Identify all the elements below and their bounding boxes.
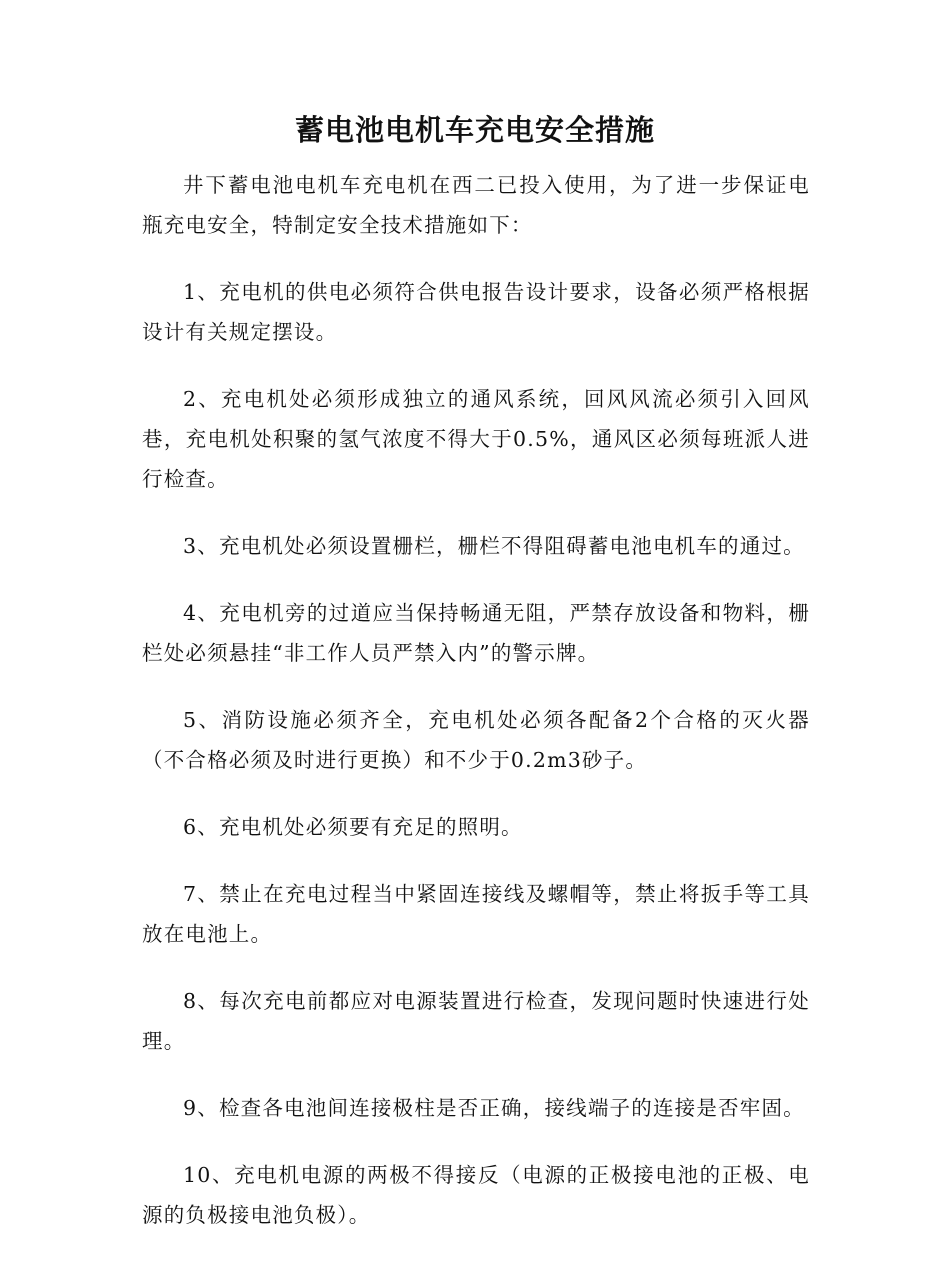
- measure-item-3: 3、充电机处必须设置栅栏，栅栏不得阻碍蓄电池电机车的通过。: [183, 534, 805, 558]
- measure-item-1: 1、充电机的供电必须符合供电报告设计要求，设备必须严格根据设计有关规定摆设。: [142, 280, 810, 344]
- measure-item-4: 4、充电机旁的过道应当保持畅通无阻，严禁存放设备和物料，栅栏处必须悬挂“非工作人员严禁入内”的警示牌。: [142, 601, 810, 665]
- measure-item-5: 5、消防设施必须齐全，充电机处必须各配备2个合格的灭火器（不合格必须及时进行更换）和不少于0.2m3砂子。: [142, 708, 810, 772]
- measure-item-2: 2、充电机处必须形成独立的通风系统，回风风流必须引入回风巷，充电机处积聚的氢气浓度不得大于0.5%，通风区必须每班派人进行检查。: [142, 387, 810, 491]
- document-body: [142, 165, 810, 1262]
- document-title: 蓄电池电机车充电安全措施: [294, 113, 655, 147]
- measure-item-9: 9、检查各电池间连接极柱是否正确，接线端子的连接是否牢固。: [183, 1096, 805, 1120]
- measure-item-10: 10、充电机电源的两极不得接反（电源的正极接电池的正极、电源的负极接电池负极）。: [142, 1163, 810, 1227]
- measure-item-8: 8、每次充电前都应对电源装置进行检查，发现问题时快速进行处理。: [142, 989, 810, 1053]
- measure-item-6: 6、充电机处必须要有充足的照明。: [183, 815, 523, 839]
- measure-item-7: 7、禁止在充电过程当中紧固连接线及螺帽等，禁止将扳手等工具放在电池上。: [142, 882, 810, 946]
- intro-paragraph: 井下蓄电池电机车充电机在西二已投入使用，为了进一步保证电瓶充电安全，特制定安全技术措施如下：: [142, 173, 810, 237]
